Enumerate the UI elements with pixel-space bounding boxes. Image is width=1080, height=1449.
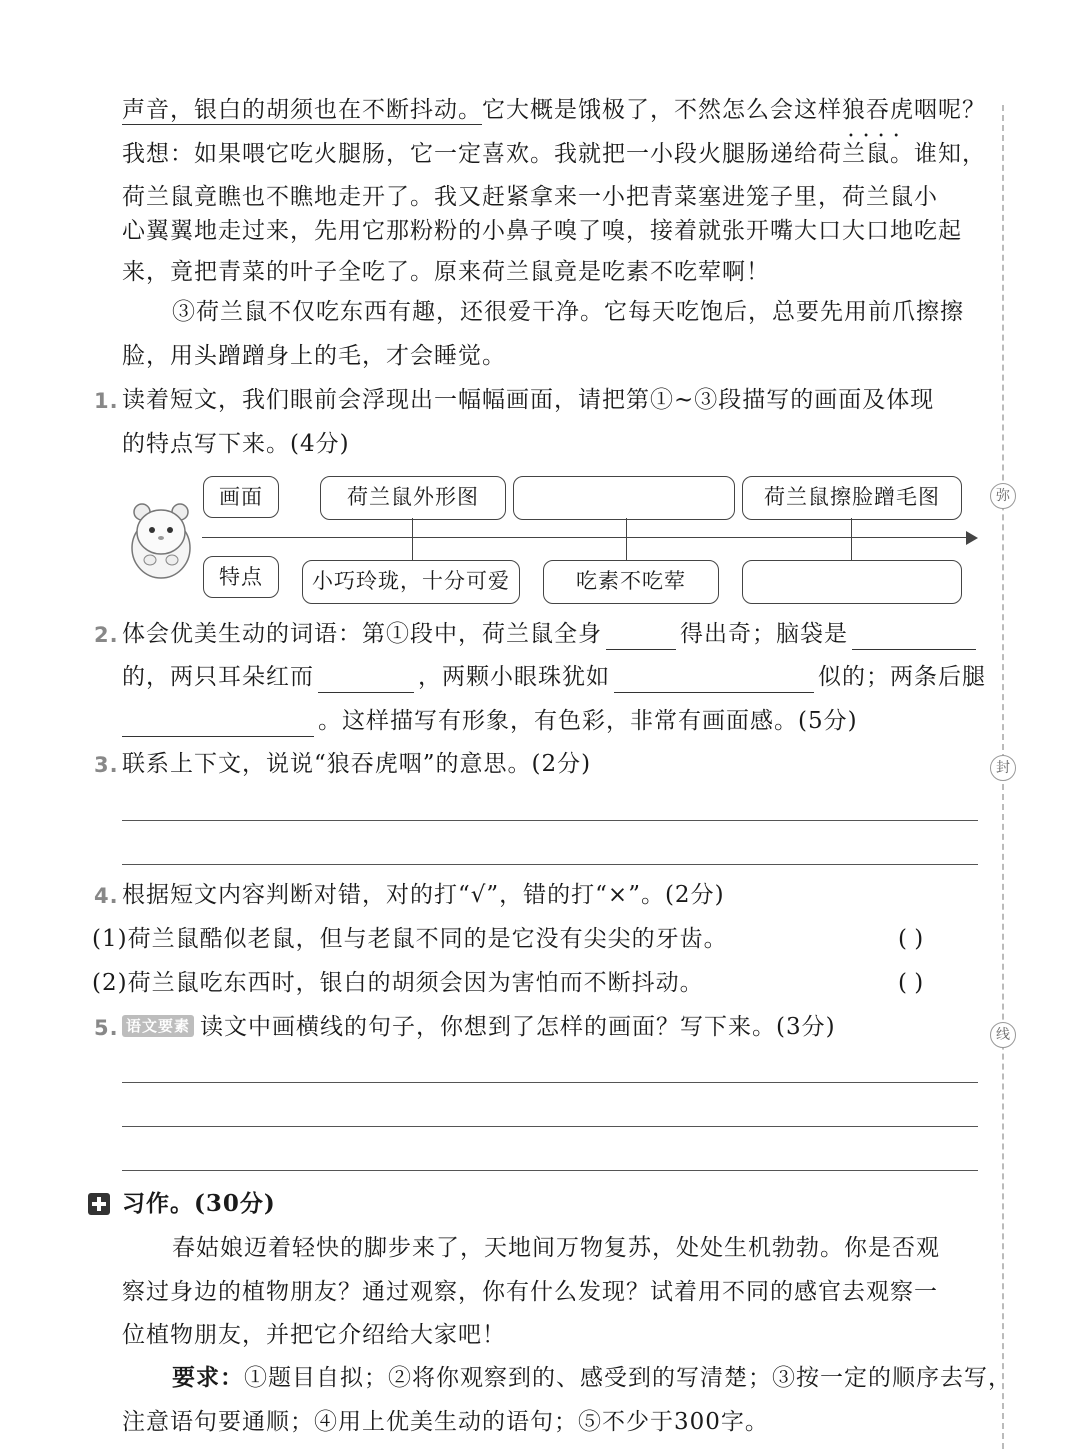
- q2-blank-3[interactable]: [318, 666, 414, 693]
- writing-p2: 察过身边的植物朋友？通过观察，你有什么发现？试着用不同的感官去观察一: [122, 1279, 938, 1305]
- q3-answer-line-2[interactable]: [122, 864, 978, 865]
- q5-tag-badge: 语文要素: [122, 1015, 194, 1037]
- q3-answer-line-1[interactable]: [122, 820, 978, 821]
- q2-blank-4[interactable]: [614, 666, 814, 693]
- seal-mark-1: 弥: [990, 483, 1016, 509]
- q2-text: ，两颗小眼珠犹如: [418, 664, 610, 690]
- q4-line: [94, 879, 725, 911]
- q2-text: 。这样描写有形象，有色彩，非常有画面感。(5分): [318, 708, 858, 734]
- feature-box-3-blank[interactable]: [742, 560, 962, 604]
- connector-2: [626, 518, 627, 560]
- q4-number: 4.: [94, 884, 119, 908]
- passage-line-5: 来，竟把青菜的叶子全吃了。原来荷兰鼠竟是吃素不吃荤啊！: [122, 259, 770, 285]
- q2-line-1: [94, 618, 980, 650]
- connector-3: [851, 518, 852, 560]
- q3-number: 3.: [94, 753, 119, 777]
- q1-number: 1.: [94, 389, 119, 413]
- q2-text: 的，两只耳朵红而: [122, 664, 314, 690]
- arrow-right-icon: [966, 531, 978, 545]
- diagram-timeline: [202, 537, 970, 538]
- q4-item-1: (1)荷兰鼠酷似老鼠，但与老鼠不同的是它没有尖尖的牙齿。: [92, 926, 728, 952]
- picture-box-2-blank[interactable]: [513, 476, 735, 520]
- picture-box-3: 荷兰鼠擦脸蹭毛图: [742, 476, 962, 520]
- passage-text: 它大概是饿极了，不然怎么会这样: [482, 97, 842, 123]
- writing-title: [122, 1188, 276, 1220]
- writing-requirements-1: [172, 1362, 1012, 1394]
- q2-blank-2[interactable]: [852, 623, 976, 650]
- q4-answer-paren-1[interactable]: ( ): [898, 926, 924, 952]
- seal-mark-2: 封: [990, 755, 1016, 781]
- passage-line-3: 荷兰鼠竟瞧也不瞧地走开了。我又赶紧拿来一小把青菜塞进笼子里，荷兰鼠小: [122, 184, 938, 210]
- q2-blank-5[interactable]: [122, 710, 314, 737]
- passage-line-1: [122, 94, 986, 126]
- picture-box-1: 荷兰鼠外形图: [320, 476, 506, 520]
- q2-text: 得出奇；脑袋是: [680, 621, 848, 647]
- q4-answer-paren-2[interactable]: ( ): [898, 970, 924, 996]
- hamster-icon: [128, 498, 194, 580]
- diagram-label-feature: 特点: [203, 556, 279, 598]
- q3-text: 联系上下文，说说“狼吞虎咽”的意思。(2分): [122, 751, 592, 777]
- q2-line-2: [122, 661, 986, 693]
- q2-text: 似的；两条后腿: [818, 664, 986, 690]
- passage-line-4: 心翼翼地走过来，先用它那粉粉的小鼻子嗅了嗅，接着就张开嘴大口大口地吃起: [122, 218, 962, 244]
- passage-line-7: 脸，用头蹭蹭身上的毛，才会睡觉。: [122, 343, 506, 369]
- q4-item-2: (2)荷兰鼠吃东西时，银白的胡须会因为害怕而不断抖动。: [92, 970, 704, 996]
- q5-answer-line-1[interactable]: [122, 1082, 978, 1083]
- passage-text: 呢？: [938, 97, 986, 123]
- q2-number: 2.: [94, 623, 119, 647]
- q3-line: [94, 748, 592, 780]
- passage-line-2: 我想：如果喂它吃火腿肠，它一定喜欢。我就把一小段火腿肠递给荷兰鼠。谁知，: [122, 141, 986, 167]
- requirements-label: 要求：: [172, 1364, 244, 1391]
- q5-answer-line-3[interactable]: [122, 1170, 978, 1171]
- requirements-text: ①题目自拟；②将你观察到的、感受到的写清楚；③按一定的顺序去写，: [244, 1365, 1012, 1391]
- feature-box-1: 小巧玲珑，十分可爱: [302, 560, 520, 604]
- q5-text: 读文中画横线的句子，你想到了怎样的画面？写下来。(3分): [200, 1014, 836, 1040]
- q1-line-1: [94, 384, 935, 416]
- seal-mark-3: 线: [990, 1022, 1016, 1048]
- q5-number: 5.: [94, 1016, 119, 1040]
- diagram-label-picture: 画面: [203, 476, 279, 518]
- q5-line: [94, 1011, 836, 1043]
- writing-p3: 位植物朋友，并把它介绍给大家吧！: [122, 1322, 506, 1348]
- passage-line-6: ③荷兰鼠不仅吃东西有趣，还很爱干净。它每天吃饱后，总要先用前爪擦擦: [172, 299, 964, 325]
- q4-text: 根据短文内容判断对错，对的打“√”，错的打“×”。(2分): [122, 882, 725, 908]
- writing-title-text: 习作。(30分): [122, 1190, 276, 1217]
- dotted-emphasis: 狼吞虎咽 • •: [842, 97, 938, 123]
- q2-text: 体会优美生动的词语：第①段中，荷兰鼠全身: [122, 621, 602, 647]
- hamster-illustration: [128, 498, 194, 580]
- q2-blank-1[interactable]: [606, 623, 676, 650]
- feature-box-2: 吃素不吃荤: [543, 560, 719, 604]
- connector-1: [412, 518, 413, 560]
- q2-line-3: [122, 705, 858, 737]
- section-plus-icon: [88, 1193, 110, 1215]
- q1-text: 读着短文，我们眼前会浮现出一幅幅画面，请把第①~③段描写的画面及体现: [122, 387, 935, 413]
- writing-requirements-2: 注意语句要通顺；④用上优美生动的语句；⑤不少于300字。: [122, 1409, 769, 1435]
- q5-answer-line-2[interactable]: [122, 1126, 978, 1127]
- writing-p1: 春姑娘迈着轻快的脚步来了，天地间万物复苏，处处生机勃勃。你是否观: [172, 1235, 940, 1261]
- q1-line-2: 的特点写下来。(4分): [122, 431, 350, 457]
- underlined-sentence: 声音，银白的胡须也在不断抖动。: [122, 97, 482, 123]
